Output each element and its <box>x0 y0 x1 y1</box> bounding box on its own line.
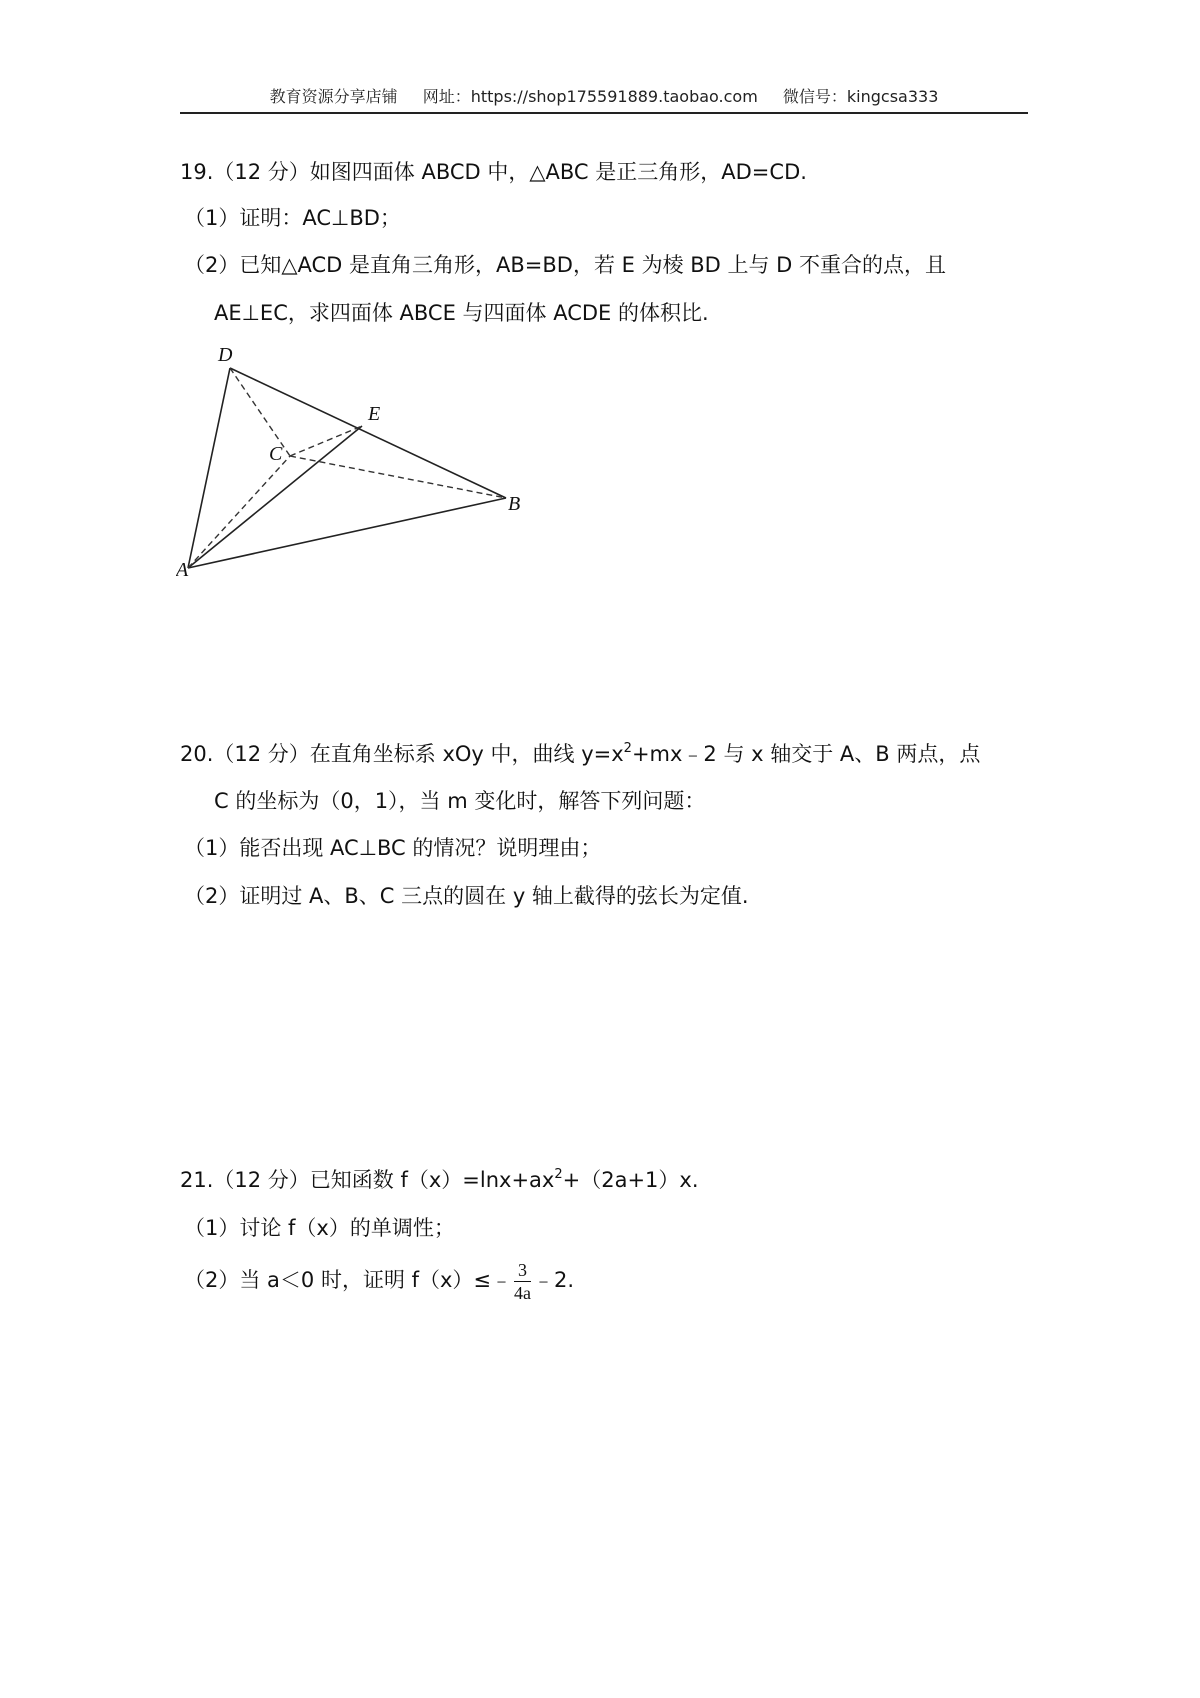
q19-title: 19.（12 分）如图四面体 ABCD 中，△ABC 是正三角形，AD=CD. <box>180 160 807 184</box>
fraction <box>514 1259 531 1304</box>
edge-ab <box>188 498 506 568</box>
q21-title <box>180 1167 699 1192</box>
tetrahedron-figure <box>176 338 536 578</box>
q21-part1: （1）讨论 f（x）的单调性； <box>184 1216 455 1240</box>
q21-exponent: 2 <box>554 1167 563 1182</box>
q20-exponent: 2 <box>623 741 632 756</box>
edge-ac <box>188 456 290 568</box>
fraction-numerator: 3 <box>514 1259 531 1282</box>
q20-title-pre: 20.（12 分）在直角坐标系 xOy 中，曲线 y=x <box>180 742 624 766</box>
q21-part2-pre: （2）当 a＜0 时，证明 f（x）≤﹣ <box>184 1268 513 1292</box>
q19-part2-line2: AE⊥EC，求四面体 ABCE 与四面体 ACDE 的体积比. <box>214 301 709 325</box>
q20-part1: （1）能否出现 AC⊥BC 的情况？说明理由； <box>184 836 602 860</box>
q19-part2-line1: （2）已知△ACD 是直角三角形，AB=BD，若 E 为棱 BD 上与 D 不重合的点，且 <box>184 253 947 277</box>
q20-part2: （2）证明过 A、B、C 三点的圆在 y 轴上截得的弦长为定值. <box>184 884 749 908</box>
label-b: B <box>508 493 521 515</box>
q21-part2-post: ﹣2. <box>533 1268 575 1292</box>
q21-part2 <box>184 1258 574 1304</box>
shop-name: 教育资源分享店铺 <box>269 87 398 106</box>
page-header <box>180 84 1028 114</box>
label-d: D <box>218 344 233 366</box>
label-e: E <box>368 403 381 425</box>
label-c: C <box>269 443 283 465</box>
edge-db <box>230 368 506 498</box>
shop-url[interactable]: 网址：https://shop175591889.taobao.com <box>422 87 758 106</box>
q21-title-post: +（2a+1）x. <box>562 1168 699 1192</box>
label-a: A <box>176 559 189 578</box>
wechat-id: 微信号：kingcsa333 <box>782 87 939 106</box>
fraction-denominator: 4a <box>514 1282 532 1303</box>
q21-title-pre: 21.（12 分）已知函数 f（x）=lnx+ax <box>180 1168 555 1192</box>
q19-part1: （1）证明：AC⊥BD； <box>184 206 401 230</box>
q20-title-post: +mx﹣2 与 x 轴交于 A、B 两点，点 <box>631 742 981 766</box>
edge-ce <box>290 426 362 456</box>
q20-title-cont: C 的坐标为（0，1），当 m 变化时，解答下列问题： <box>214 789 706 813</box>
q20-title <box>180 741 981 766</box>
edge-cb <box>290 456 506 498</box>
